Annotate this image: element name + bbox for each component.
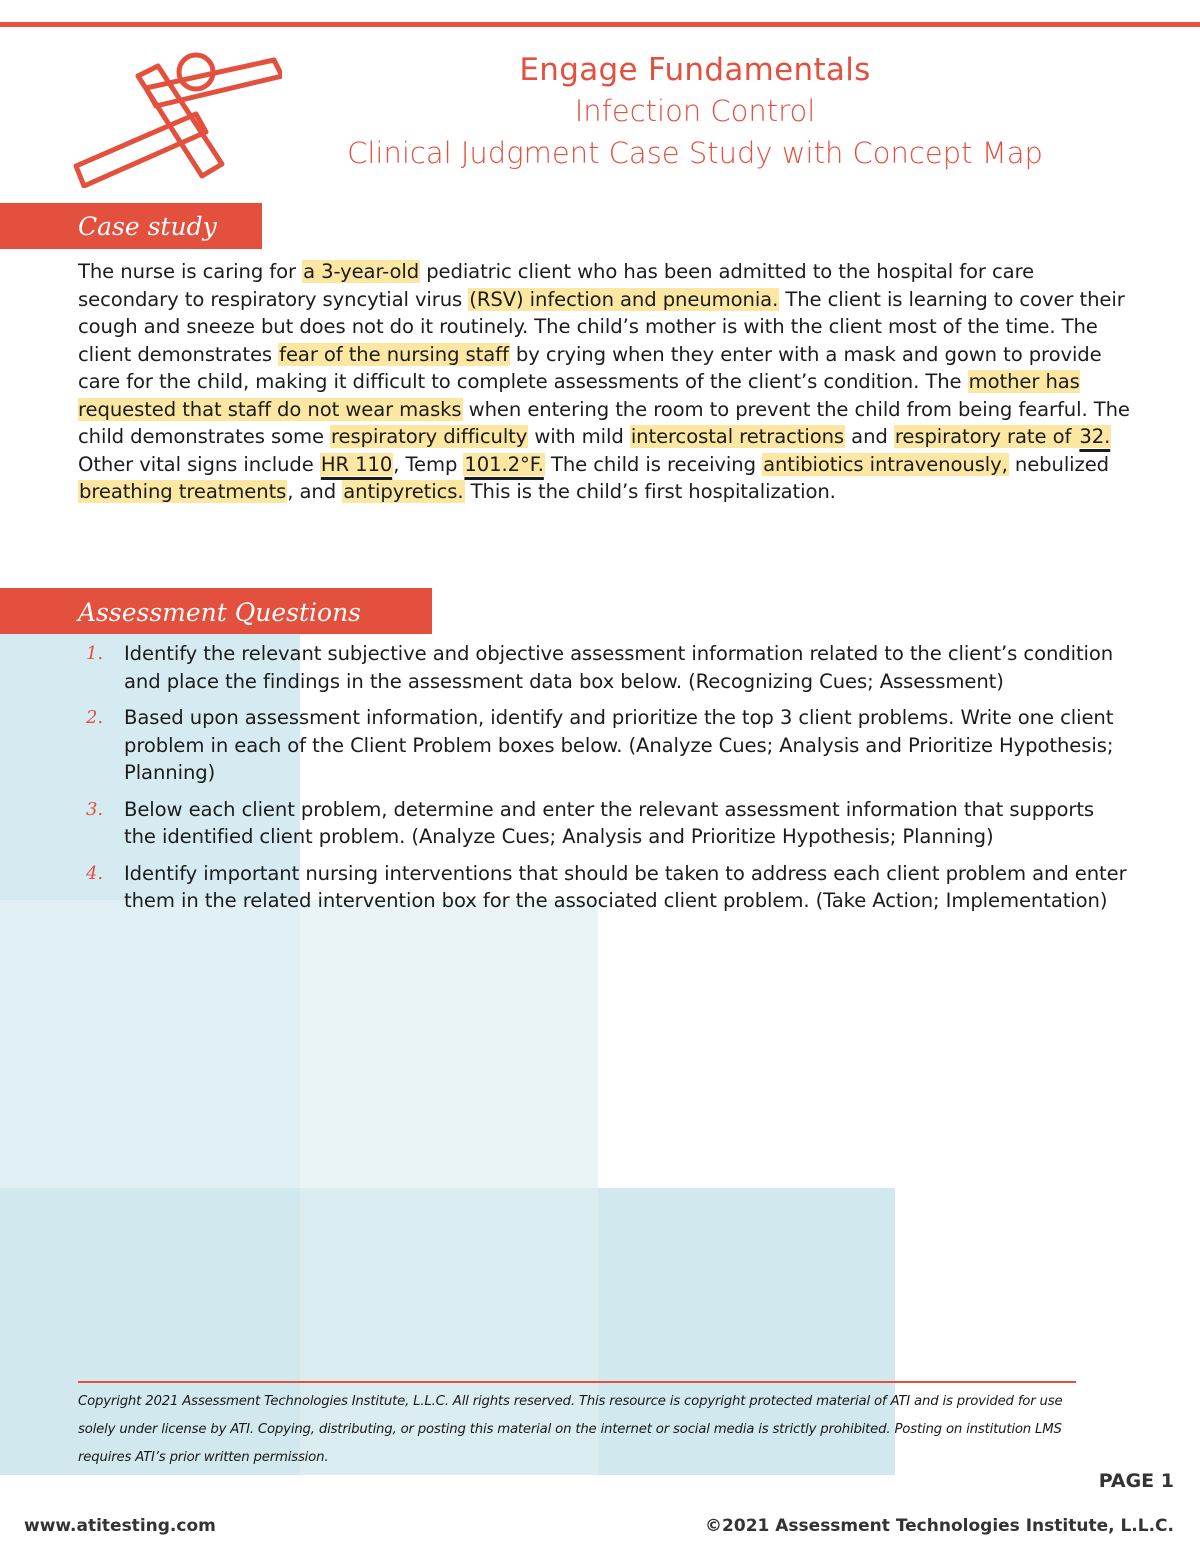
document-title-block bbox=[250, 50, 1140, 174]
question-number: 2. bbox=[86, 707, 103, 728]
highlighted-phrase: respiratory difficulty bbox=[331, 425, 528, 448]
assessment-question bbox=[78, 704, 1128, 787]
question-text: Based upon assessment information, identify and prioritize the top 3 client problems. Write one client problem in each of the Client Problem boxes below. (Analyze Cues; Analysis and Prioritize Hypothesis; Planning) bbox=[124, 706, 1114, 784]
question-number: 1. bbox=[86, 643, 103, 664]
top-accent-rule bbox=[0, 22, 1200, 27]
document-subtitle: Infection Control bbox=[574, 94, 816, 128]
case-text-segment: Other vital signs include bbox=[78, 452, 320, 476]
footer-copyright: ©2021 Assessment Technologies Institute, L.L.C. bbox=[705, 1516, 1174, 1536]
case-study-text bbox=[78, 258, 1138, 506]
assessment-question-list bbox=[78, 640, 1128, 924]
assessment-question bbox=[78, 640, 1128, 695]
case-text-segment: The child is receiving bbox=[544, 452, 763, 476]
case-text-segment: pediatric client who has been admitted to the hospital for care secondary to respiratory syncytial virus bbox=[78, 260, 1035, 311]
case-text-segment: The client is learning to cover their cough and sneeze but does not do it routinely. The child’s mother is with the client most of the time. The client demonstrates bbox=[78, 287, 1125, 366]
question-number: 3. bbox=[86, 798, 103, 820]
case-text-segment: by crying when they enter with a mask and gown to provide care for the child, making it difficult to complete assessments of the client’s condition. The bbox=[78, 342, 1102, 393]
case-text-segment: with mild bbox=[528, 425, 630, 448]
case-text-segment: and bbox=[845, 425, 894, 448]
copyright-divider bbox=[78, 1381, 1076, 1383]
case-text-segment: , Temp bbox=[393, 452, 464, 476]
highlighted-phrase: 101.2°F. bbox=[464, 452, 544, 476]
document-subtitle-2: Clinical Judgment Case Study with Concept Map bbox=[347, 136, 1043, 170]
question-text: Below each client problem, determine and enter the relevant assessment information that supports the identified client problem. (Analyze Cues; Analysis and Prioritize Hypothesis; Planning) bbox=[124, 797, 1095, 848]
highlighted-phrase: antipyretics. bbox=[343, 480, 464, 503]
case-text-segment: This is the child’s first hospitalization. bbox=[464, 480, 836, 503]
highlighted-phrase: mother has requested that staff do not wear masks bbox=[78, 370, 1080, 421]
highlighted-phrase: breathing treatments bbox=[79, 480, 287, 503]
highlighted-phrase: HR 110 bbox=[320, 452, 393, 476]
footer-website-link[interactable]: www.atitesting.com bbox=[24, 1516, 216, 1536]
highlighted-phrase: a 3-year-old bbox=[303, 260, 420, 283]
highlighted-phrase: fear of the nursing staff bbox=[279, 342, 509, 366]
highlighted-phrase: intercostal retractions bbox=[630, 425, 845, 448]
question-number: 4. bbox=[86, 862, 103, 884]
assessment-question bbox=[78, 860, 1128, 915]
case-text-segment: nebulized bbox=[1008, 452, 1110, 476]
highlighted-phrase: 32. bbox=[1079, 425, 1111, 448]
assessment-questions-heading: Assessment Questions bbox=[0, 588, 432, 634]
document-title: Engage Fundamentals bbox=[519, 52, 871, 88]
highlighted-phrase: (RSV) infection and pneumonia. bbox=[469, 287, 779, 311]
question-text: Identify important nursing interventions that should be taken to address each client problem and enter them in the related intervention box for the associated client problem. (Take Action; Implementation) bbox=[124, 861, 1127, 912]
case-text-segment: when entering the room to prevent the child from being fearful. The child demonstrates some bbox=[78, 397, 1130, 448]
case-study-heading: Case study bbox=[0, 203, 262, 249]
highlighted-phrase: antibiotics intravenously, bbox=[763, 452, 1008, 476]
highlighted-phrase: respiratory rate of bbox=[894, 425, 1078, 448]
background-panel bbox=[300, 900, 598, 1188]
page-number: PAGE 1 bbox=[1098, 1470, 1174, 1492]
case-text-segment: , and bbox=[287, 480, 343, 503]
case-text-segment: The nurse is caring for bbox=[78, 260, 303, 283]
copyright-notice: Copyright 2021 Assessment Technologies Institute, L.L.C. All rights reserved. This resource is copyright protected material of ATI and is provided for use solely under license by ATI. Copying, distributing, or posting this material on the internet or social media is strictly prohibited. Posting on institution LMS requires ATI’s prior written permission. bbox=[78, 1394, 1063, 1465]
assessment-question bbox=[78, 796, 1128, 851]
question-text: Identify the relevant subjective and objective assessment information related to the client’s condition and place the findings in the assessment data box below. (Recognizing Cues; Assessment) bbox=[124, 642, 1114, 693]
